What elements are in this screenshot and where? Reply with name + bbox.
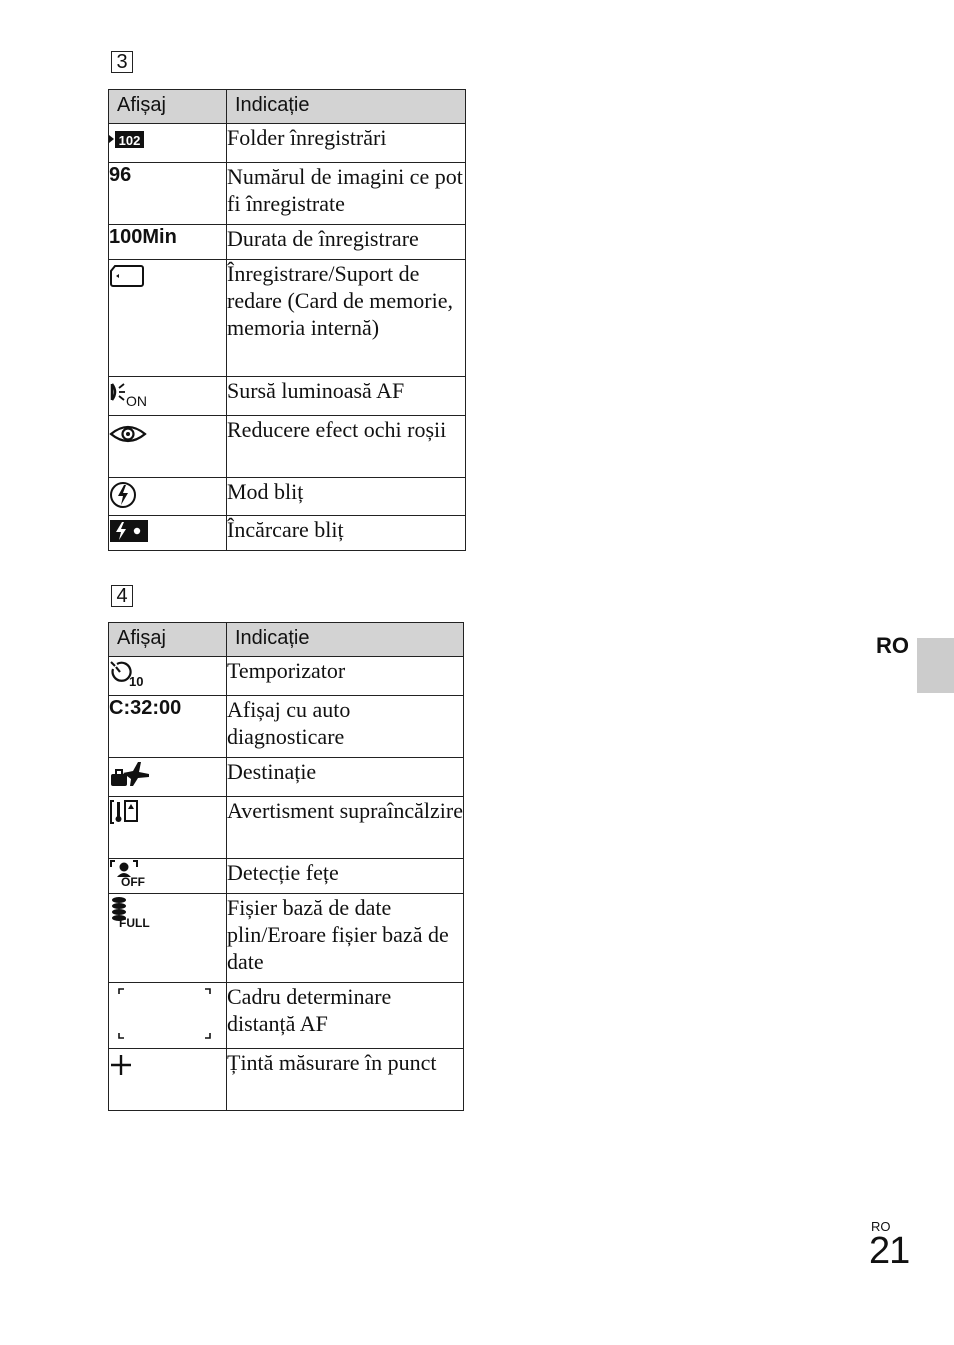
table-row bbox=[109, 859, 464, 894]
table-row bbox=[109, 894, 464, 983]
table-row bbox=[109, 516, 466, 551]
section-3-marker: 3 bbox=[111, 51, 133, 73]
table-row bbox=[109, 377, 466, 416]
af-illuminator-on-icon bbox=[109, 381, 153, 407]
page-language-code: RO bbox=[871, 1219, 891, 1234]
page-number: 21 bbox=[869, 1230, 910, 1272]
display-code: C:32:00 bbox=[109, 697, 182, 719]
indication-text: Numărul de imagini ce pot fi înregistrate bbox=[227, 163, 466, 225]
language-tab-label: RO bbox=[876, 633, 909, 658]
display-code: 100Min bbox=[109, 226, 177, 248]
indication-text: Țintă măsurare în punct bbox=[227, 1049, 464, 1111]
indication-text: Sursă luminoasă AF bbox=[227, 377, 466, 416]
language-tab bbox=[917, 638, 954, 693]
table-row bbox=[109, 983, 464, 1049]
column-header-display: Afișaj bbox=[109, 90, 227, 124]
table-row bbox=[109, 478, 466, 516]
destination-icon bbox=[109, 760, 151, 788]
table-row bbox=[109, 1049, 464, 1111]
section-4-marker: 4 bbox=[111, 585, 133, 607]
table-row bbox=[109, 657, 464, 696]
column-header-indication: Indicație bbox=[227, 623, 464, 657]
display-code: 96 bbox=[109, 164, 132, 186]
indication-text: Mod bliț bbox=[227, 478, 466, 516]
spot-metering-cross-icon bbox=[109, 1053, 133, 1077]
indication-text: Folder înregistrări bbox=[227, 124, 466, 163]
column-header-indication: Indicație bbox=[227, 90, 466, 124]
table-row bbox=[109, 225, 466, 260]
red-eye-icon bbox=[109, 422, 147, 446]
indication-text: Fișier bază de date plin/Eroare fișier bază de date bbox=[227, 894, 464, 983]
indication-text: Temporizator bbox=[227, 657, 464, 696]
flash-mode-icon bbox=[109, 481, 137, 509]
table-row bbox=[109, 260, 466, 377]
column-header-display: Afișaj bbox=[109, 623, 227, 657]
flash-charging-icon bbox=[109, 519, 149, 543]
face-detection-off-icon bbox=[109, 859, 153, 887]
indication-text: Reducere efect ochi roșii bbox=[227, 416, 466, 478]
table-row bbox=[109, 163, 466, 225]
database-full-icon bbox=[109, 896, 153, 928]
indication-text: Afișaj cu auto diagnosticare bbox=[227, 696, 464, 758]
indication-text: Destinație bbox=[227, 758, 464, 797]
svg-text:10: 10 bbox=[129, 674, 144, 687]
folder-102-icon bbox=[109, 130, 145, 150]
indication-text: Detecție fețe bbox=[227, 859, 464, 894]
overheat-warning-icon bbox=[109, 799, 141, 825]
indication-text: Durata de înregistrare bbox=[227, 225, 466, 260]
svg-text:102: 102 bbox=[118, 133, 141, 148]
table-row bbox=[109, 416, 466, 478]
table-row bbox=[109, 797, 464, 859]
table-row bbox=[109, 696, 464, 758]
indicator-table-3 bbox=[108, 89, 466, 551]
indication-text: Înregistrare/Suport de redare (Card de memorie, memoria internă) bbox=[227, 260, 466, 377]
svg-text:ON: ON bbox=[126, 393, 147, 407]
self-timer-10-icon bbox=[109, 659, 149, 687]
table-row bbox=[109, 124, 466, 163]
indication-text: Avertisment supraîncălzire bbox=[227, 797, 464, 859]
table-row bbox=[109, 758, 464, 797]
indicator-table-4 bbox=[108, 622, 464, 1111]
indication-text: Cadru determinare distanță AF bbox=[227, 983, 464, 1049]
svg-text:OFF: OFF bbox=[121, 875, 145, 887]
indication-text: Încărcare bliț bbox=[227, 516, 466, 551]
svg-text:FULL: FULL bbox=[119, 916, 150, 928]
af-range-frame-icon bbox=[117, 987, 213, 1041]
memory-card-icon bbox=[109, 264, 145, 288]
